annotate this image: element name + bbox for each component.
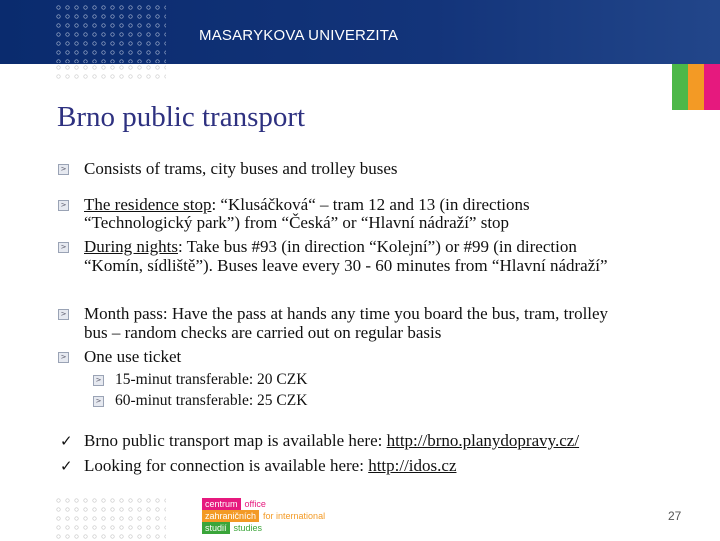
arrow-bullet-icon: > — [93, 375, 104, 386]
bullet-month-pass: Month pass: Have the pass at hands any time you board the bus, tram, trolley — [84, 304, 609, 323]
sub-bullet-15min: 15-minut transferable: 20 CZK — [115, 371, 308, 388]
university-brand: MASARYKOVA UNIVERZITA — [199, 27, 399, 44]
dot-pattern-logo — [54, 3, 166, 63]
map-link[interactable]: http://brno.planydopravy.cz/ — [386, 431, 580, 450]
logo-text: office — [244, 499, 266, 509]
color-bars — [672, 64, 720, 110]
logo-tag: centrum — [202, 498, 241, 510]
page-number: 27 — [668, 509, 682, 523]
checkmark-icon: ✓ — [60, 457, 73, 475]
orange-bar — [688, 64, 704, 110]
check-connection — [84, 456, 456, 475]
map-text: Brno public transport map is available here: — [84, 431, 387, 450]
arrow-bullet-icon: > — [58, 352, 69, 363]
checkmark-icon: ✓ — [60, 432, 73, 450]
bullet-residence-stop — [84, 195, 530, 214]
dot-pattern-decoration — [54, 63, 166, 81]
office-logo — [202, 498, 325, 534]
logo-text: studies — [233, 523, 263, 533]
nights-text: : Take bus #93 (in direction “Kolejní”) or #99 (in direction — [177, 237, 577, 256]
month-pass-text-2: bus – random checks are carried out on regular basis — [84, 323, 442, 342]
bullet-nights — [84, 237, 577, 256]
logo-text: for international — [263, 511, 326, 521]
residence-stop-label: The residence stop — [84, 195, 212, 214]
idos-link[interactable]: http://idos.cz — [368, 456, 457, 475]
logo-tag: zahraničních — [202, 510, 259, 522]
dot-pattern-footer — [54, 496, 166, 541]
arrow-bullet-icon: > — [58, 164, 69, 175]
connection-text: Looking for connection is available here: — [84, 456, 369, 475]
green-bar — [672, 64, 688, 110]
arrow-bullet-icon: > — [93, 396, 104, 407]
arrow-bullet-icon: > — [58, 242, 69, 253]
arrow-bullet-icon: > — [58, 200, 69, 211]
bullet-vehicles: Consists of trams, city buses and trolley buses — [84, 159, 398, 178]
sub-bullet-60min: 60-minut transferable: 25 CZK — [115, 392, 308, 409]
bullet-one-use-ticket: One use ticket — [84, 347, 182, 366]
logo-tag: studií — [202, 522, 230, 534]
magenta-bar — [704, 64, 720, 110]
residence-stop-text-2: “Technologický park”) from “Česká” or “Hlavní nádraží” stop — [84, 213, 510, 232]
nights-text-2: “Komín, sídliště”). Buses leave every 30 - 60 minutes from “Hlavní nádraží” — [84, 256, 608, 275]
slide-title: Brno public transport — [57, 101, 306, 133]
arrow-bullet-icon: > — [58, 309, 69, 320]
check-map — [84, 431, 579, 450]
residence-stop-text: : “Klusáčková“ – tram 12 and 13 (in directions — [211, 195, 530, 214]
nights-label: During nights — [84, 237, 178, 256]
